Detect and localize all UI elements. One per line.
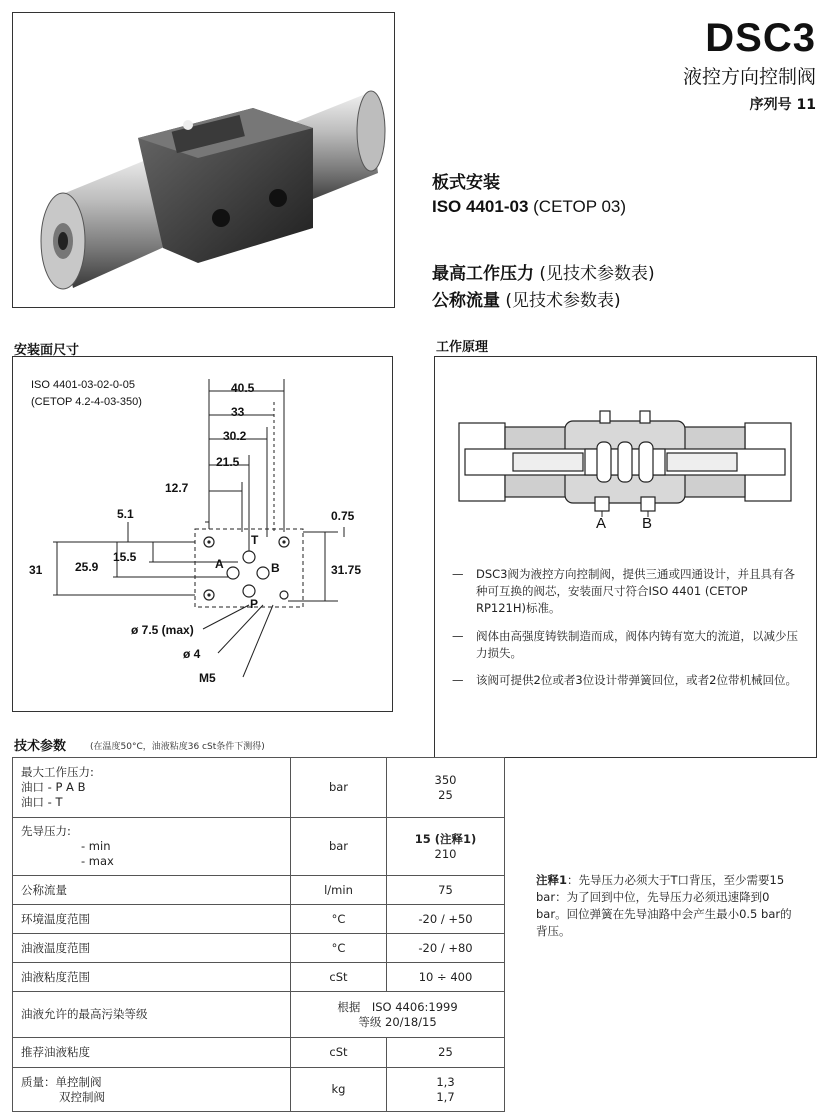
port-t-label: T	[251, 533, 259, 547]
table-row	[13, 905, 505, 934]
principle-bullet-2: — 阀体由高强度铸铁制造而成，阀体内铸有宽大的流道，以减少压力损失。	[452, 629, 798, 660]
product-photo	[12, 12, 395, 308]
dim-15-5: 15.5	[113, 550, 137, 564]
standard-line-1: ISO 4401-03-02-0-05	[31, 379, 135, 391]
table-row	[13, 934, 505, 963]
table-row	[13, 758, 505, 818]
row-value: 根据 ISO 4406:1999 等级 20/18/15	[291, 992, 505, 1038]
footnote-1: 注释1：先导压力必须大于T口背压，至少需要15 bar：为了回到中位，先导压力必须迅速降到0 bar。回位弹簧在先导油路中会产生最小0.5 bar的背压。	[536, 873, 792, 938]
section-port-a: A	[596, 515, 607, 532]
row-unit: bar	[291, 818, 387, 876]
row-unit: °C	[291, 934, 387, 963]
serial-number: 序列号 11	[749, 97, 816, 113]
dim-33: 33	[231, 405, 245, 419]
port-p-label: P	[250, 597, 259, 611]
row-label: 质量：单控制阀 双控制阀	[13, 1068, 291, 1112]
port-a-label: A	[215, 557, 224, 571]
model-title: DSC3	[705, 16, 816, 60]
section-port-b: B	[642, 515, 653, 532]
valve-section-drawing	[435, 357, 815, 537]
dim-31: 31	[29, 563, 43, 577]
row-label: 油液允许的最高污染等级	[13, 992, 291, 1038]
mount-standard: ISO 4401-03 (CETOP 03)	[432, 197, 627, 216]
row-unit: kg	[291, 1068, 387, 1112]
principle-bullet-1: — DSC3阀为液控方向控制阀，提供三通或四通设计，并且具有各种可互换的阀芯，安装面尺寸符合ISO 4401 (CETOP RP121H)标准。	[452, 567, 795, 615]
row-value: 15 (注释1) 210	[387, 818, 505, 876]
row-unit: cSt	[291, 1038, 387, 1068]
row-value: 10 ÷ 400	[387, 963, 505, 992]
mount-title: 板式安装	[432, 173, 500, 193]
row-label: 推荐油液粘度	[13, 1038, 291, 1068]
standard-line-2: (CETOP 4.2-4-03-350)	[31, 396, 142, 408]
valve-photo-illustration	[13, 13, 393, 306]
tech-data-table	[12, 757, 505, 1112]
row-value: 75	[387, 876, 505, 905]
row-unit: l/min	[291, 876, 387, 905]
table-row	[13, 876, 505, 905]
hole-label-7-5: ø 7.5 (max)	[131, 623, 194, 637]
row-label: 先导压力: - min - max	[13, 818, 291, 876]
row-value: -20 / +50	[387, 905, 505, 934]
principle-bullet-3: — 该阀可提供2位或者3位设计带弹簧回位，或者2位带机械回位。	[452, 673, 797, 687]
tech-data-title: 技术参数	[14, 739, 67, 754]
mounting-dimensions-diagram	[12, 356, 393, 712]
row-value: 1,3 1,7	[387, 1068, 505, 1112]
table-row	[13, 1038, 505, 1068]
dim-40-5: 40.5	[231, 381, 255, 395]
dim-12-7: 12.7	[165, 481, 189, 495]
row-label: 最大工作压力: 油口 - P A B 油口 - T	[13, 758, 291, 818]
row-value: 350 25	[387, 758, 505, 818]
dim-30-2: 30.2	[223, 429, 247, 443]
max-pressure-line: 最高工作压力 (见技术参数表)	[432, 264, 655, 284]
table-row	[13, 818, 505, 876]
dim-31-75: 31.75	[331, 563, 362, 577]
dim-0-75: 0.75	[331, 509, 355, 523]
hole-label-m5: M5	[199, 671, 216, 685]
nominal-flow-line: 公称流量 (见技术参数表)	[432, 291, 621, 311]
row-value: -20 / +80	[387, 934, 505, 963]
table-row	[13, 963, 505, 992]
row-label: 公称流量	[13, 876, 291, 905]
dim-21-5: 21.5	[216, 455, 240, 469]
model-subtitle: 液控方向控制阀	[682, 66, 816, 88]
row-unit: cSt	[291, 963, 387, 992]
row-value: 25	[387, 1038, 505, 1068]
row-label: 油液温度范围	[13, 934, 291, 963]
port-b-label: B	[271, 561, 280, 575]
dim-5-1: 5.1	[117, 507, 134, 521]
table-row	[13, 1068, 505, 1112]
row-label: 环境温度范围	[13, 905, 291, 934]
hole-label-4: ø 4	[183, 647, 201, 661]
dimensions-title: 安装面尺寸	[14, 343, 80, 358]
dimension-drawing	[13, 357, 391, 709]
row-unit: °C	[291, 905, 387, 934]
principle-title: 工作原理	[436, 340, 489, 355]
table-row	[13, 992, 505, 1038]
operating-principle-panel	[434, 356, 817, 758]
dim-25-9: 25.9	[75, 560, 99, 574]
row-label: 油液粘度范围	[13, 963, 291, 992]
row-unit: bar	[291, 758, 387, 818]
tech-data-note: (在温度50°C，油液粘度36 cSt条件下测得)	[90, 742, 265, 752]
